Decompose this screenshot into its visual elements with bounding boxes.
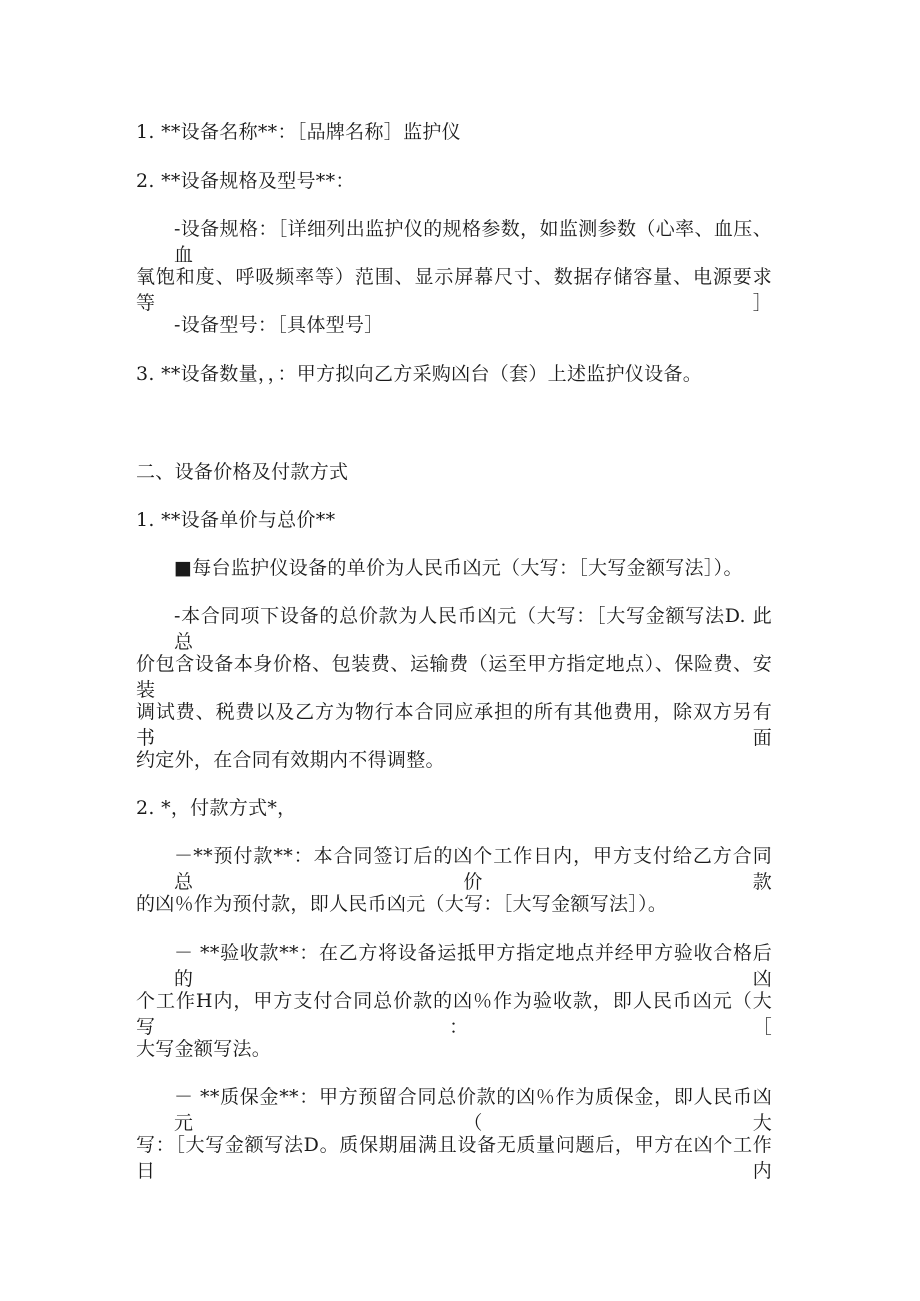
total-price-line-2: 价包含设备本身价格、包装费、运输费（运至甲方指定地点）、保险费、安装 <box>136 653 772 701</box>
acceptance-payment-line-1: － **验收款**：在乙方将设备运抵甲方指定地点并经甲方验收合格后的凶 <box>174 942 772 990</box>
model-line: -设备型号：［具体型号］ <box>174 314 384 336</box>
item-equipment-spec-heading: 2. **设备规格及型号**： <box>136 170 355 192</box>
item-unit-total-price: 1. **设备单价与总价** <box>136 509 336 531</box>
warranty-deposit-line-1: － **质保金**：甲方预留合同总价款的凶％作为质保金，即人民币凶元（大 <box>174 1086 772 1134</box>
unit-price-line: ■每台监护仪设备的单价为人民币凶元（大写：［大写金额写法］）。 <box>174 557 743 579</box>
total-price-line-3: 调试费、税费以及乙方为物行本合同应承担的所有其他费用，除双方另有书面 <box>136 701 772 749</box>
item-payment-method: 2. *，付款方式*， <box>136 797 297 819</box>
prepayment-line-1: －**预付款**：本合同签订后的凶个工作日内，甲方支付给乙方合同总价款 <box>174 845 772 893</box>
acceptance-payment-line-2: 个工作H内，甲方支付合同总价款的凶％作为验收款，即人民币凶元（大写：［ <box>136 990 772 1038</box>
section-heading-price-payment: 二、设备价格及付款方式 <box>136 461 349 483</box>
total-price-line-1: -本合同项下设备的总价款为人民币凶元（大写：［大写金额写法D. 此总 <box>174 605 772 653</box>
warranty-deposit-line-2: 写：［大写金额写法D。质保期届满且设备无质量问题后，甲方在凶个工作日内 <box>136 1134 772 1182</box>
total-price-line-4: 约定外，在合同有效期内不得调整。 <box>136 749 445 771</box>
acceptance-payment-line-3: 大写金额写法。 <box>136 1038 272 1060</box>
item-equipment-quantity: 3. **设备数量，，：甲方拟向乙方采购凶台（套）上述监护仪设备。 <box>136 363 703 385</box>
spec-detail-line-2: 氧饱和度、呼吸频率等）范围、显示屏幕尺寸、数据存储容量、电源要求等］ <box>136 266 772 314</box>
item-equipment-name: 1. **设备名称**：［品牌名称］监护仪 <box>136 121 461 143</box>
prepayment-line-2: 的凶％作为预付款，即人民币凶元（大写：［大写金额写法］）。 <box>136 893 668 915</box>
spec-detail-line-1: -设备规格：［详细列出监护仪的规格参数，如监测参数（心率、血压、血 <box>174 218 772 266</box>
